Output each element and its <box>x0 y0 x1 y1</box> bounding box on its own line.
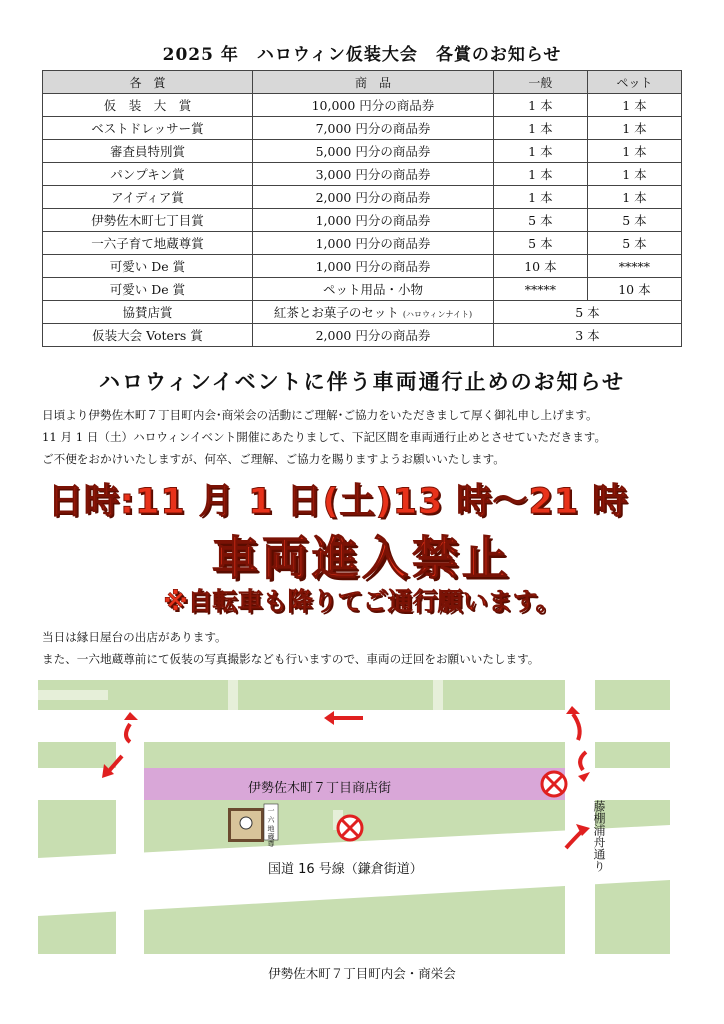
prize-cell: 5,000 円分の商品券 <box>252 140 493 163</box>
prize-cell: 7,000 円分の商品券 <box>252 117 493 140</box>
shrine-sign-char: 一 <box>267 807 275 815</box>
shrine-sign-char: 蔵 <box>267 833 275 841</box>
table-row <box>43 140 682 163</box>
award-cell: 審査員特別賞 <box>43 140 253 163</box>
table-row <box>43 301 682 324</box>
award-cell: 一六子育て地蔵尊賞 <box>43 232 253 255</box>
award-cell: 仮 装 大 賞 <box>43 94 253 117</box>
award-cell: ベストドレッサー賞 <box>43 117 253 140</box>
general-cell: 1 本 <box>493 94 587 117</box>
notice-line: ご不便をおかけいたしますが、何卒、ご理解、ご協力を賜りますようお願いいたします。 <box>42 452 505 466</box>
general-cell: 1 本 <box>493 140 587 163</box>
closure-map <box>38 680 670 954</box>
general-cell: 10 本 <box>493 255 587 278</box>
notice-line: 日頃より伊勢佐木町７丁目町内会･商栄会の活動にご理解･ご協力をいただきまして厚く御礼申し上げます。 <box>42 408 598 422</box>
prize-cell: 1,000 円分の商品券 <box>252 209 493 232</box>
prize-cell: 2,000 円分の商品券 <box>252 324 493 347</box>
general-cell: ***** <box>493 278 587 301</box>
general-cell: 1 本 <box>493 163 587 186</box>
award-cell: 仮装大会 Voters 賞 <box>43 324 253 347</box>
prize-cell: 2,000 円分の商品券 <box>252 186 493 209</box>
award-cell: アイディア賞 <box>43 186 253 209</box>
award-cell: 伊勢佐木町七丁目賞 <box>43 209 253 232</box>
general-cell: 1 本 <box>493 186 587 209</box>
left-road <box>116 710 144 954</box>
footer-organizer: 伊勢佐木町７丁目町内会・商栄会 <box>268 966 456 981</box>
table-row <box>43 163 682 186</box>
table-header-row <box>43 71 682 94</box>
table-row <box>43 232 682 255</box>
general-cell: 1 本 <box>493 117 587 140</box>
shrine-icon <box>228 808 264 842</box>
table-row <box>43 209 682 232</box>
general-cell: 5 本 <box>493 232 587 255</box>
national-route-label: 国道 16 号線（鎌倉街道） <box>268 862 423 877</box>
award-cell: 可愛い De 賞 <box>43 255 253 278</box>
no-entry-icon <box>542 772 566 796</box>
header-general: 一般 <box>493 71 587 94</box>
award-cell: 協賛店賞 <box>43 301 253 324</box>
table-row <box>43 255 682 278</box>
prize-note: (ハロウィンナイト) <box>402 310 473 319</box>
pet-cell: 10 本 <box>587 278 681 301</box>
event-datetime: 日時:11 月 1 日(土)13 時～21 時 <box>48 482 629 522</box>
header-prize: 商 品 <box>252 71 493 94</box>
prize-cell: 1,000 円分の商品券 <box>252 255 493 278</box>
header-pet: ペット <box>587 71 681 94</box>
count-cell: 3 本 <box>493 324 681 347</box>
table-row <box>43 278 682 301</box>
map-graphic <box>38 680 670 954</box>
shrine-sign-char: 尊 <box>267 840 275 848</box>
pet-cell: 1 本 <box>587 117 681 140</box>
pet-cell: 1 本 <box>587 186 681 209</box>
pet-cell: 1 本 <box>587 94 681 117</box>
bicycle-notice: ※自転車も降りてご通行願います。 <box>163 587 561 616</box>
extra-line: また、一六地蔵尊前にて仮装の写真撮影なども行いますので、車両の迂回をお願いいたします。 <box>42 652 540 666</box>
pet-cell: 5 本 <box>587 209 681 232</box>
shopping-street-east <box>595 768 670 800</box>
general-cell: 5 本 <box>493 209 587 232</box>
prize-cell: 3,000 円分の商品券 <box>252 163 493 186</box>
notice-heading: ハロウィンイベントに伴う車両通行止めのお知らせ <box>98 369 626 394</box>
side-street-label: 藤棚浦舟通り <box>592 800 606 872</box>
prize-table <box>42 70 682 347</box>
table-row <box>43 324 682 347</box>
shrine-sign-char: 六 <box>267 816 275 824</box>
prize-cell <box>252 301 493 324</box>
notice-line: 11 月 1 日（土）ハロウィンイベント開催にあたりまして、下記区間を車両通行止めとさせていただきます。 <box>42 430 607 444</box>
pet-cell: 1 本 <box>587 163 681 186</box>
extra-line: 当日は縁日屋台の出店があります。 <box>42 630 227 644</box>
award-cell: 可愛い De 賞 <box>43 278 253 301</box>
pet-cell: 5 本 <box>587 232 681 255</box>
extra-text <box>42 626 702 670</box>
award-cell: パンプキン賞 <box>43 163 253 186</box>
count-cell: 5 本 <box>493 301 681 324</box>
minor-roads <box>38 680 438 830</box>
shopping-street-label: 伊勢佐木町７丁目商店街 <box>248 781 392 796</box>
table-row <box>43 94 682 117</box>
pet-cell: ***** <box>587 255 681 278</box>
no-entry-icon <box>338 816 362 840</box>
table-row <box>43 117 682 140</box>
header-award: 各 賞 <box>43 71 253 94</box>
pet-cell: 1 本 <box>587 140 681 163</box>
table-row <box>43 186 682 209</box>
prize-cell: 10,000 円分の商品券 <box>252 94 493 117</box>
prize-cell: ペット用品・小物 <box>252 278 493 301</box>
shrine-sign-char: 地 <box>267 825 275 833</box>
page-title: 2025 年 ハロウィン仮装大会 各賞のお知らせ <box>162 45 562 65</box>
prize-text: 紅茶とお菓子のセット <box>273 305 399 320</box>
notice-text <box>42 404 702 470</box>
prize-cell: 1,000 円分の商品券 <box>252 232 493 255</box>
closure-banner: 車両進入禁止 <box>212 531 512 585</box>
